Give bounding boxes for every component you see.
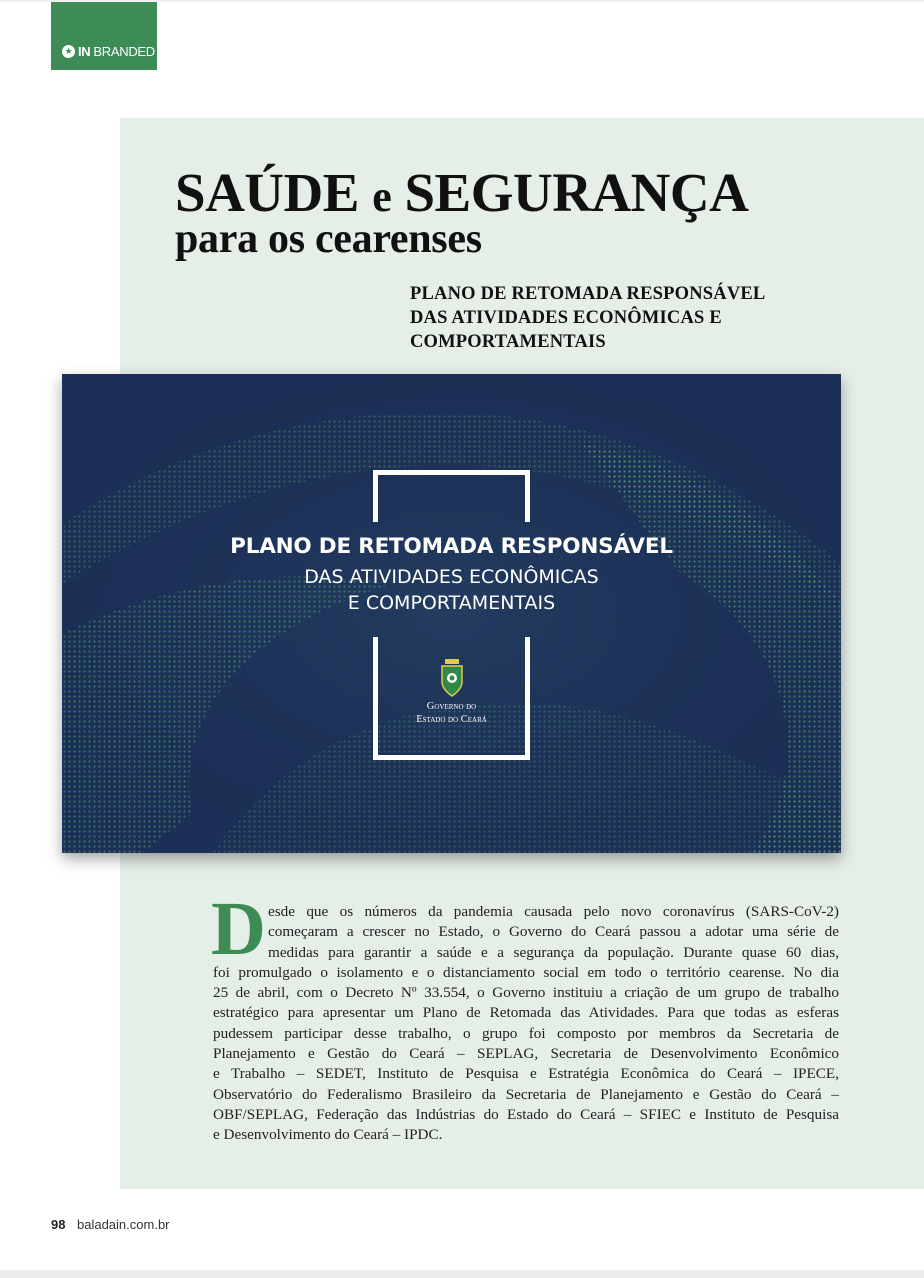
footer-site: baladain.com.br (77, 1217, 170, 1232)
government-logo-line2: Estado do Ceará (416, 714, 487, 725)
banner-title: PLANO DE RETOMADA RESPONSÁVEL (230, 534, 673, 559)
body-line: e Desenvolvimento do Ceará – IPDC. (213, 1126, 443, 1144)
article-body (213, 902, 839, 1146)
body-line: estratégico para apresentar um Plano de Retomada das Atividades. Para que todas as esferas (213, 1004, 839, 1022)
badge-label-bold: IN (78, 44, 91, 59)
drop-cap: D (211, 887, 266, 971)
body-line: OBF/SEPLAG, Federação das Indústrias do Estado do Ceará – SFIEC e Instituto de Pesquisa (213, 1105, 839, 1123)
article-title-line2: para os cearenses (175, 216, 482, 262)
page-bottom-strip (0, 1270, 924, 1278)
badge-content (62, 44, 155, 59)
plan-banner-image (62, 374, 841, 853)
star-circle-icon (62, 45, 75, 58)
body-line: pudessem participar desse trabalho, o grupo foi composto por membros da Secretaria de (213, 1024, 839, 1042)
banner-subtitle-line2: E COMPORTAMENTAIS (347, 592, 556, 614)
ceara-crest-icon (439, 658, 465, 698)
subtitle-line: PLANO DE RETOMADA RESPONSÁVEL (410, 284, 766, 304)
body-line: começaram a crescer no Estado, o Governo do Ceará passou a adotar uma série de (268, 923, 839, 941)
body-line: foi promulgado o isolamento e o distanciamento social em todo o território cearense. No dia (213, 963, 839, 981)
body-line: 25 de abril, com o Decreto Nº 33.554, o Governo instituiu a criação de um grupo de trabalho (213, 984, 839, 1002)
banner-subtitle-line1: DAS ATIVIDADES ECONÔMICAS (304, 566, 599, 588)
government-logo-line1: Governo do (426, 701, 477, 712)
banner-frame-bottom (373, 637, 530, 760)
title-word-seguranca: SEGURANÇA (404, 162, 749, 223)
page-number: 98 (51, 1217, 66, 1232)
subtitle-line: DAS ATIVIDADES ECONÔMICAS E (410, 308, 722, 328)
title-word-e: e (372, 172, 392, 221)
body-line: Observatório do Federalismo Brasileiro da Secretaria de Planejamento e Gestão do Ceará – (213, 1085, 839, 1103)
badge-label: BRANDED (93, 44, 155, 59)
body-line: esde que os números da pandemia causada pelo novo coronavírus (SARS-CoV-2) (268, 903, 839, 920)
title-word-saude: SAÚDE (175, 162, 359, 223)
section-badge (51, 2, 157, 70)
body-line: Planejamento e Gestão do Ceará – SEPLAG, Secretaria de Desenvolvimento Econômico (213, 1045, 839, 1063)
body-line: e Trabalho – SEDET, Instituto de Pesquisa e Estratégia Econômica do Ceará – IPECE, (213, 1065, 839, 1083)
body-line: medidas para garantir a saúde e a segurança da população. Durante quase 60 dias, (268, 943, 839, 961)
subtitle-line: COMPORTAMENTAIS (410, 332, 606, 352)
article-subtitle (410, 282, 830, 354)
banner-frame-top (373, 470, 530, 522)
